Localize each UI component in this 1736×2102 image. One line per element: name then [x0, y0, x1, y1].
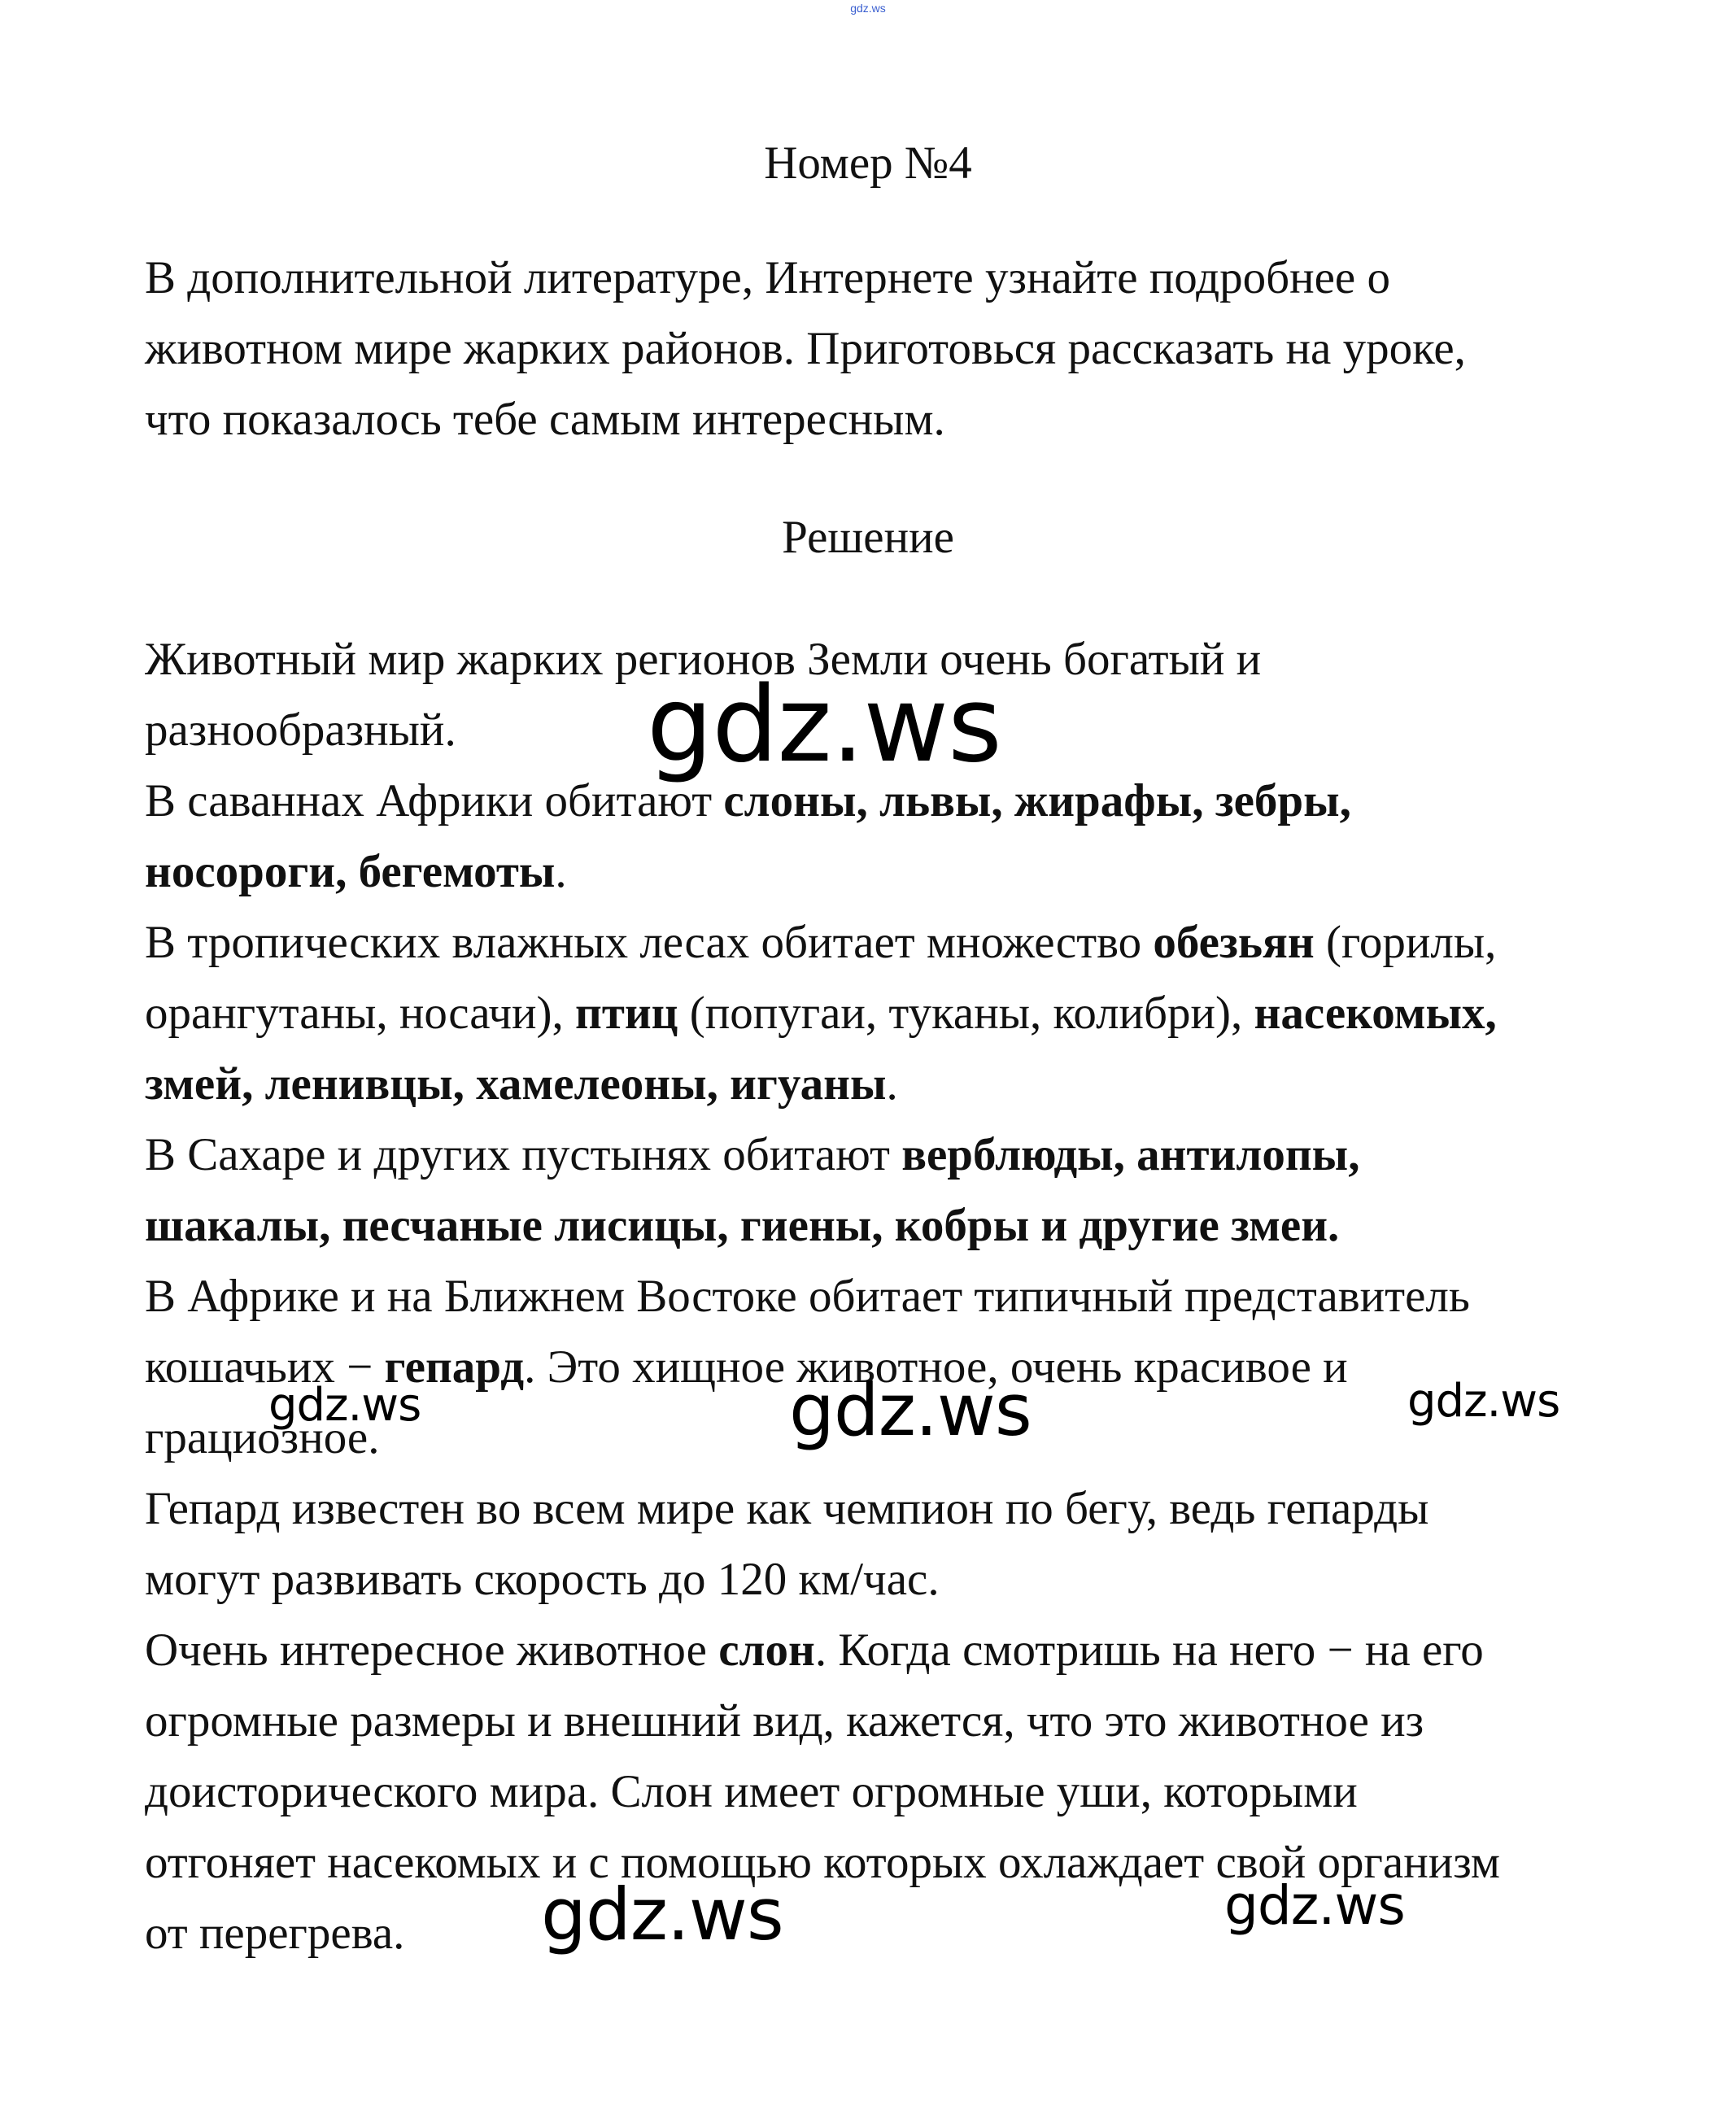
solution-line: [145, 1261, 1609, 1332]
solution-line: [145, 1686, 1609, 1756]
solution-line: [145, 1049, 1609, 1119]
text-run: . Это хищное животное, очень красивое и: [524, 1341, 1348, 1393]
solution-line: [145, 907, 1609, 978]
bold-run: змей, ленивцы, хамелеоны, игуаны: [145, 1058, 887, 1110]
task-line: В дополнительной литературе, Интернете узнайте подробнее о: [145, 252, 1390, 303]
solution-line: [145, 1544, 1609, 1615]
text-run: В Африке и на Ближнем Востоке обитает типичный представитель: [145, 1271, 1470, 1322]
text-run: . Когда смотришь на него − на его: [814, 1624, 1484, 1676]
task-line: животном мире жарких районов. Приготовься рассказать на уроке,: [145, 323, 1466, 374]
bold-run: насекомых,: [1254, 988, 1497, 1039]
text-run: (попугаи, туканы, колибри),: [678, 988, 1254, 1039]
solution-line: [145, 1190, 1609, 1261]
solution-text: [145, 624, 1609, 1969]
watermark: gdz.ws: [1407, 1375, 1560, 1428]
text-run: от перегрева.: [145, 1908, 405, 1959]
text-run: Очень интересное животное: [145, 1624, 719, 1676]
page-title: Номер №4: [764, 137, 972, 189]
text-run: могут развивать скорость до 120 км/час.: [145, 1554, 940, 1605]
solution-line: [145, 1473, 1609, 1544]
text-run: доисторического мира. Слон имеет огромные уши, которыми: [145, 1766, 1358, 1817]
text-run: разнообразный.: [145, 704, 456, 756]
text-run: огромные размеры и внешний вид, кажется, что это животное из: [145, 1695, 1424, 1747]
solution-line: [145, 1119, 1609, 1190]
bold-run: гепард: [384, 1341, 525, 1393]
text-run: .: [555, 846, 567, 897]
text-run: кошачьих −: [145, 1341, 385, 1393]
watermark: gdz.ws: [268, 1379, 421, 1432]
bold-run: шакалы, песчаные лисицы, гиены, кобры и другие змеи.: [145, 1200, 1340, 1251]
text-run: В тропических влажных лесах обитает множество: [145, 917, 1154, 968]
watermark: gdz.ws: [789, 1368, 1032, 1452]
top-watermark: gdz.ws: [850, 2, 886, 15]
bold-run: слон: [718, 1624, 815, 1676]
text-run: отгоняет насекомых и с помощью которых охлаждает свой организм: [145, 1837, 1500, 1888]
task-line: что показалось тебе самым интересным.: [145, 394, 945, 445]
text-run: орангутаны, носачи),: [145, 988, 575, 1039]
bold-run: птиц: [574, 988, 678, 1039]
solution-line: [145, 1756, 1609, 1827]
text-run: В саваннах Африки обитают: [145, 775, 724, 826]
text-run: Животный мир жарких регионов Земли очень богатый и: [145, 634, 1262, 685]
text-run: грациозное.: [145, 1412, 380, 1463]
text-run: Гепард известен во всем мире как чемпион по бегу, ведь гепарды: [145, 1483, 1429, 1534]
solution-heading: Решение: [782, 512, 954, 563]
bold-run: слоны, львы, жирафы, зебры,: [723, 775, 1351, 826]
watermark: gdz.ws: [541, 1873, 783, 1956]
text-run: .: [886, 1058, 898, 1110]
watermark: gdz.ws: [1224, 1874, 1405, 1937]
bold-run: обезьян: [1153, 917, 1315, 968]
text-run: (горилы,: [1314, 917, 1497, 968]
bold-run: носороги, бегемоты: [145, 846, 556, 897]
solution-line: [145, 836, 1609, 907]
solution-line: [145, 978, 1609, 1049]
solution-line: [145, 1615, 1609, 1686]
bold-run: верблюды, антилопы,: [901, 1129, 1360, 1180]
text-run: В Сахаре и других пустынях обитают: [145, 1129, 902, 1180]
task-text: [145, 242, 1609, 455]
watermark: gdz.ws: [647, 665, 1001, 786]
